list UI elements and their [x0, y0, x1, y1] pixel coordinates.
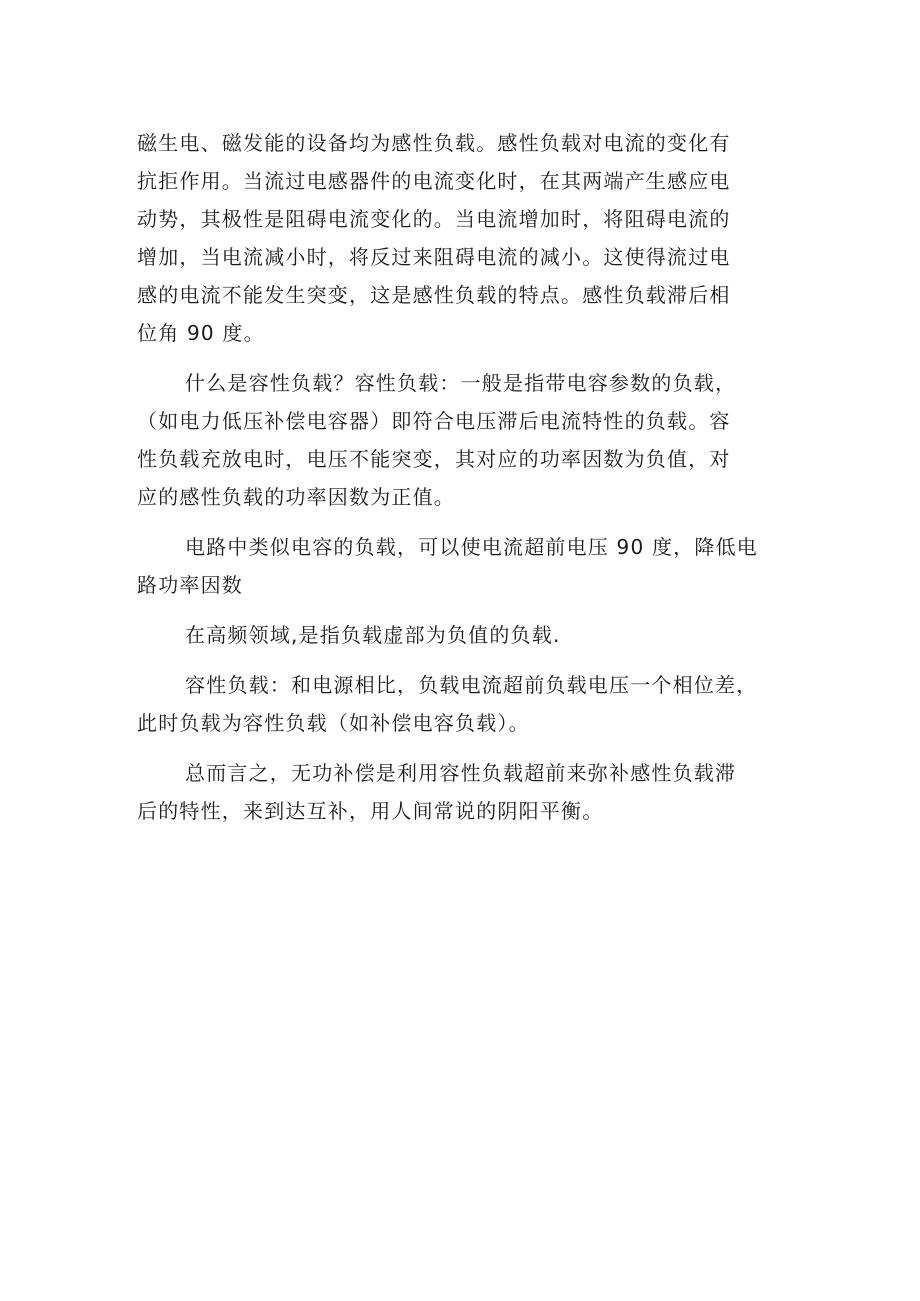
text-line: 什么是容性负载？容性负载：一般是指带电容参数的负载， — [185, 371, 737, 395]
text-line: 路功率因数 — [137, 573, 243, 597]
text-line: 此时负载为容性负载（如补偿电容负载）。 — [137, 711, 530, 735]
text-line: 抗拒作用。当流过电感器件的电流变化时，在其两端产生感应电 — [137, 169, 731, 193]
text-line: 容性负载：和电源相比，负载电流超前负载电压一个相位差， — [185, 673, 758, 697]
text-line: 在高频领域,是指负载虚部为负值的负载. — [185, 623, 561, 647]
paragraph-4 — [137, 616, 795, 654]
text-line: 后的特性，来到达互补，用人间常说的阴阳平衡。 — [137, 799, 604, 823]
paragraph-1 — [137, 124, 795, 352]
text-line: 磁生电、磁发能的设备均为感性负载。感性负载对电流的变化有 — [137, 131, 731, 155]
text-line: 电路中类似电容的负载，可以使电流超前电压 90 度，降低电 — [185, 535, 758, 559]
text-line: 感的电流不能发生突变，这是感性负载的特点。感性负载滞后相 — [137, 283, 731, 307]
paragraph-3 — [137, 528, 795, 604]
text-line: 总而言之，无功补偿是利用容性负载超前来弥补感性负载滞 — [185, 761, 737, 785]
text-line: 动势，其极性是阻碍电流变化的。当电流增加时，将阻碍电流的 — [137, 207, 731, 231]
document-body — [137, 124, 795, 842]
text-line: （如电力低压补偿电容器）即符合电压滞后电流特性的负载。容 — [137, 409, 731, 433]
text-line: 性负载充放电时，电压不能突变，其对应的功率因数为负值，对 — [137, 447, 731, 471]
text-line: 增加，当电流减小时，将反过来阻碍电流的减小。这使得流过电 — [137, 245, 731, 269]
paragraph-5 — [137, 666, 795, 742]
paragraph-6 — [137, 754, 795, 830]
text-line: 位角 90 度。 — [137, 321, 265, 345]
text-line: 应的感性负载的功率因数为正值。 — [137, 485, 455, 509]
paragraph-2 — [137, 364, 795, 516]
